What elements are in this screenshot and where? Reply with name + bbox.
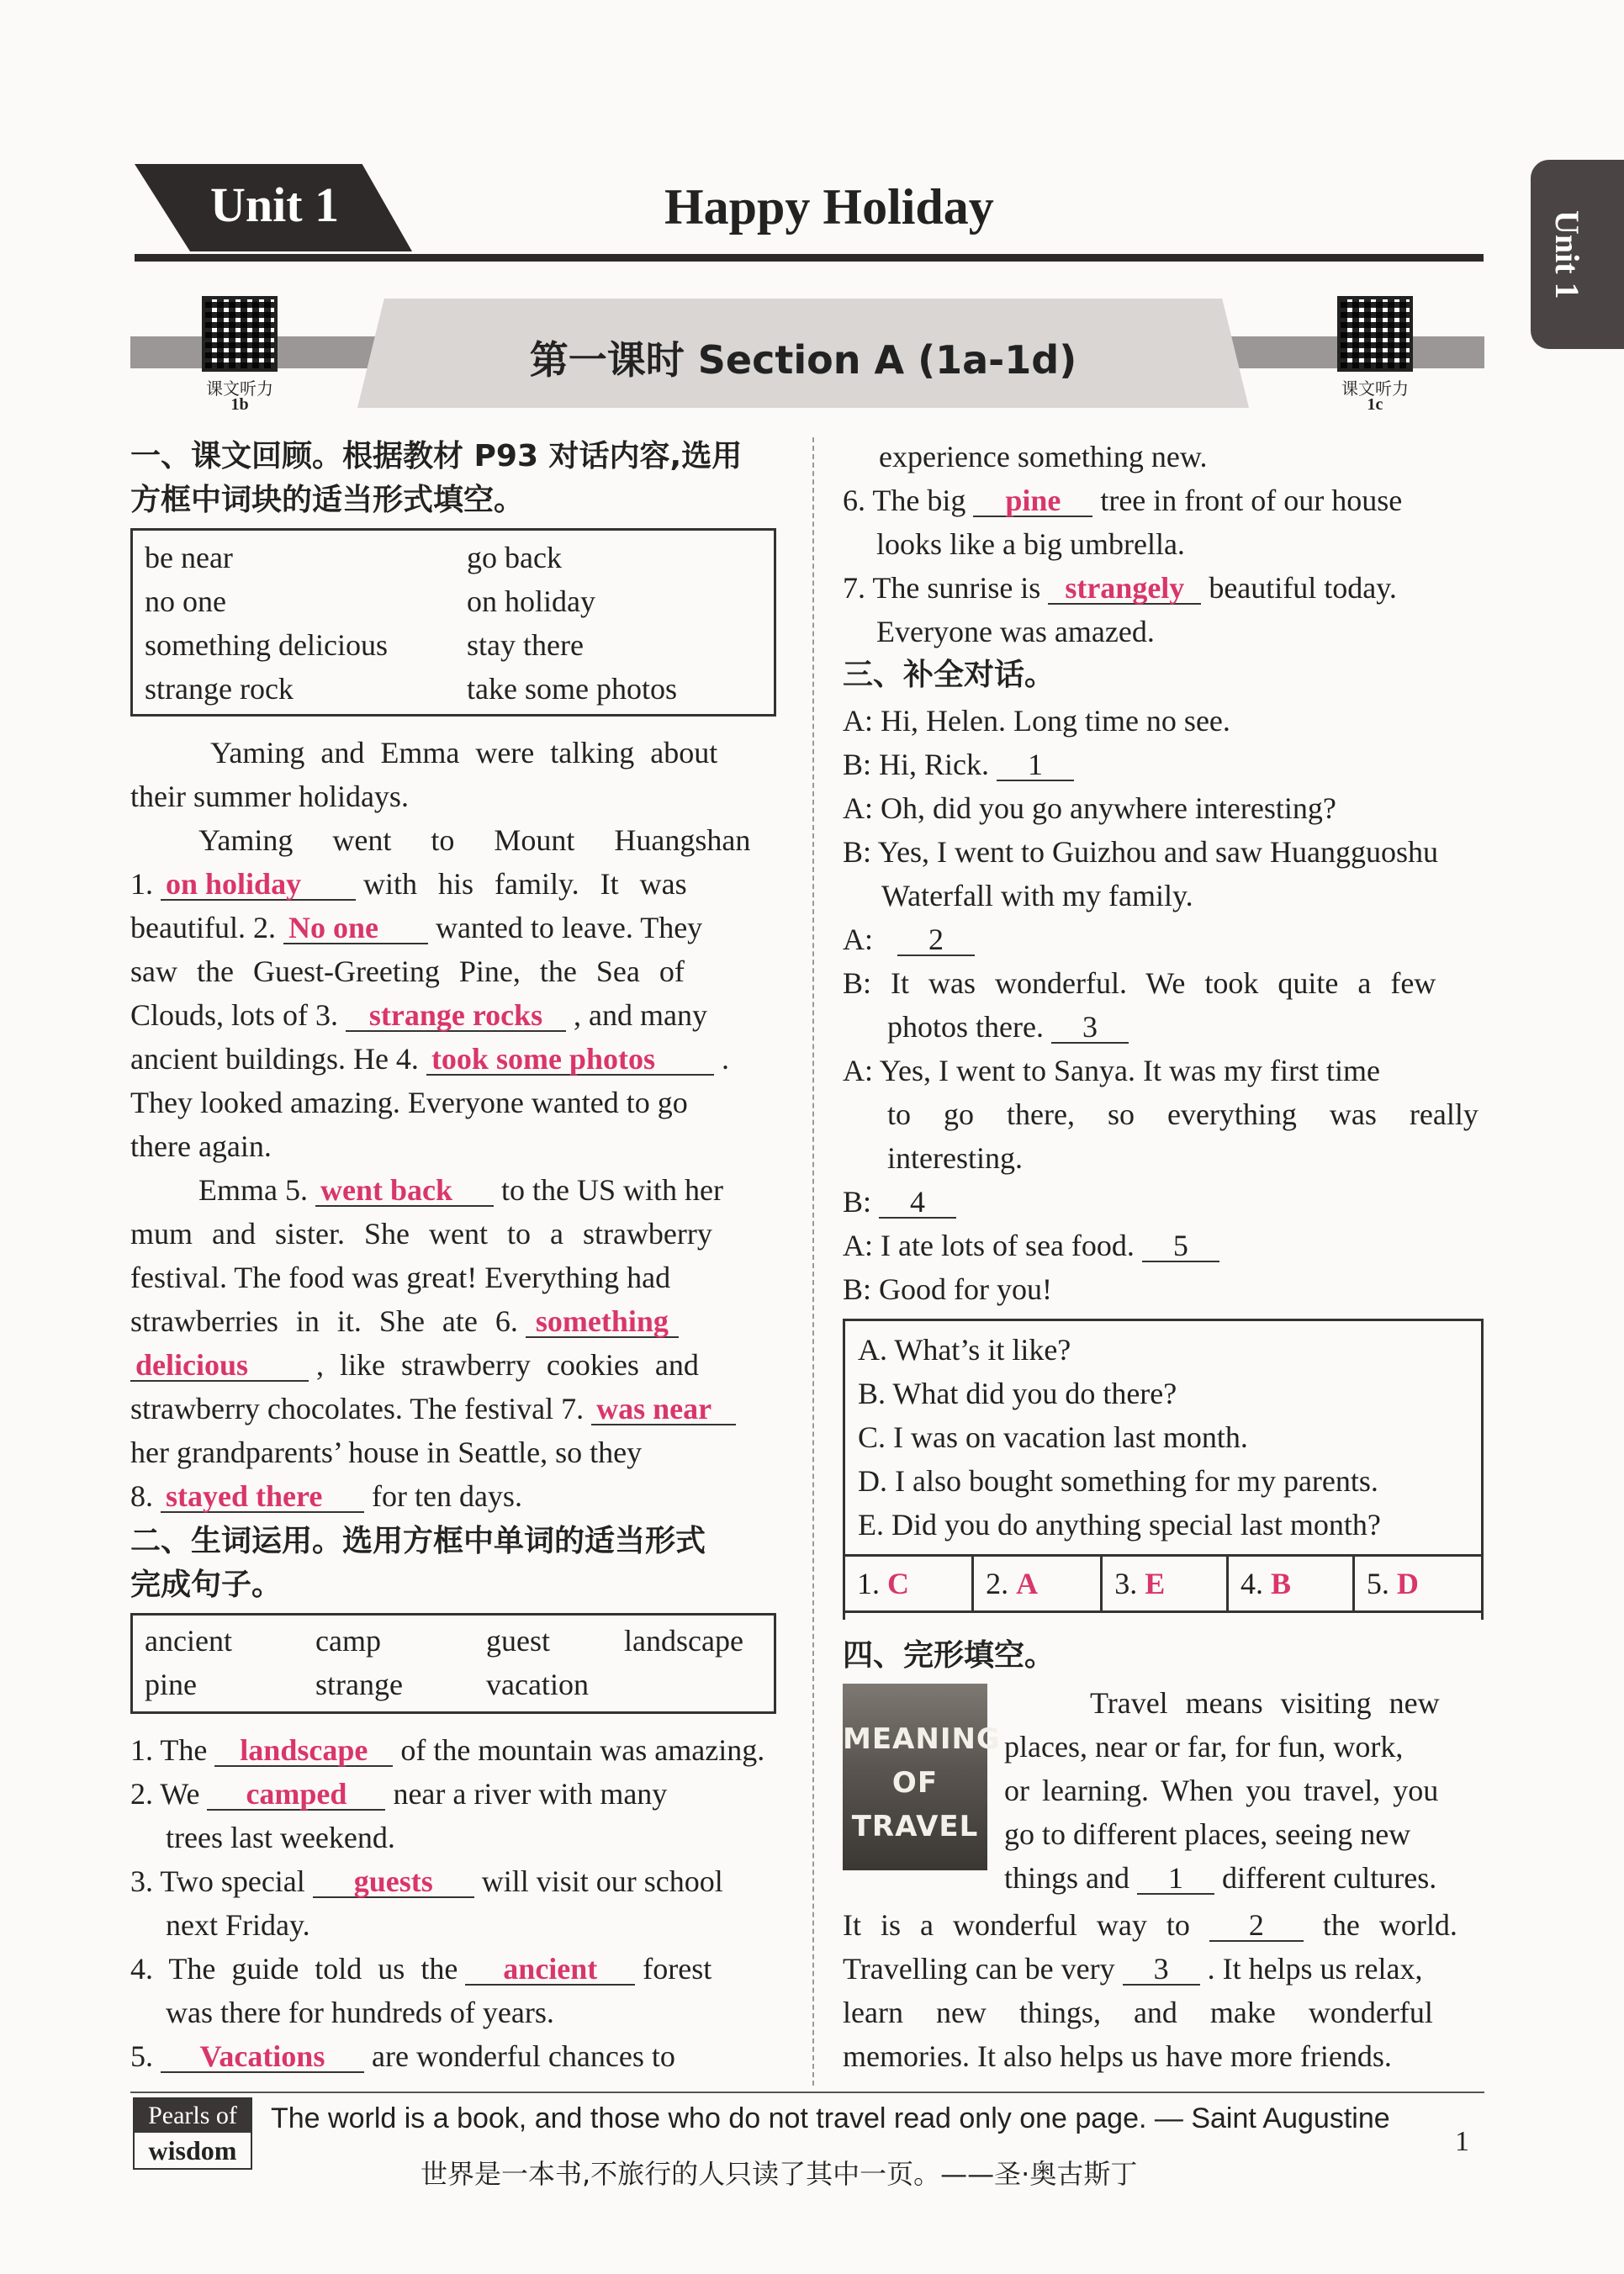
title-rule: [135, 254, 1484, 262]
sentence-text: will visit our school: [481, 1864, 723, 1898]
answer-blank[interactable]: delicious: [130, 1350, 309, 1382]
answer-blank[interactable]: Vacations: [161, 2041, 364, 2073]
dialogue-text: photos there.: [887, 1010, 1044, 1044]
answer-letter: D: [1396, 1567, 1419, 1600]
word-box-item: something delicious: [145, 628, 388, 662]
dialogue-text: A:: [843, 923, 873, 956]
sentence-text: 3. Two special: [130, 1864, 305, 1898]
cloze-text: the world.: [1322, 1908, 1457, 1942]
cloze-line: learn new things, and make wonderful: [843, 1996, 1433, 2029]
answer-num: 2.: [986, 1567, 1009, 1600]
answer-blank[interactable]: landscape: [214, 1735, 393, 1767]
answer-blank[interactable]: stayed there: [161, 1481, 364, 1513]
answer-cell: [844, 1556, 973, 1612]
section-title: 第一课时 Section A (1a-1d): [529, 337, 1077, 383]
part1-heading-cont: 方框中词块的适当形式填空。: [130, 483, 525, 517]
sentence-text: beautiful today.: [1209, 571, 1397, 605]
pearls-badge-bottom: wisdom: [148, 2135, 237, 2166]
answer-blank[interactable]: pine: [973, 485, 1092, 517]
passage-line: mum and sister. She went to a strawberry: [130, 1217, 712, 1251]
dialogue-blank[interactable]: 1: [997, 749, 1074, 781]
passage-line: [130, 1389, 736, 1428]
answer-blank[interactable]: ancient: [465, 1954, 635, 1986]
dialogue-line: B: Yes, I went to Guizhou and saw Huangguoshu: [843, 835, 1438, 869]
dialogue-blank[interactable]: 5: [1142, 1230, 1219, 1262]
qr-left-code: 1b: [230, 395, 249, 414]
option-item: E. Did you do anything special last month?: [858, 1508, 1381, 1542]
word-box-item: guest: [486, 1624, 550, 1658]
dialogue-line: interesting.: [887, 1141, 1023, 1175]
passage-line: [130, 1346, 699, 1384]
word-box-item: strange rock: [145, 672, 294, 706]
answer-blank[interactable]: strangely: [1048, 573, 1201, 605]
answer-cell: [973, 1556, 1102, 1612]
pearls-badge-top: Pearls of: [135, 2099, 251, 2133]
passage-line: there again.: [130, 1129, 272, 1163]
answer-blank[interactable]: on holiday: [161, 869, 356, 901]
passage-line: [130, 996, 707, 1034]
sentence-text: 2. We: [130, 1777, 200, 1811]
cloze-line: go to different places, seeing new: [1004, 1817, 1411, 1851]
qr-right-caption: 课文听力: [1341, 378, 1409, 399]
quote-english: The world is a book, and those who do not travel read only one page. — Saint Augustine: [271, 2102, 1390, 2134]
passage-text: strawberry chocolates. The festival 7.: [130, 1392, 585, 1425]
cloze-text: different cultures.: [1222, 1861, 1437, 1895]
cloze-blank[interactable]: 3: [1123, 1954, 1200, 1986]
answer-cell: [1228, 1556, 1354, 1612]
page-number: 1: [1455, 2126, 1469, 2157]
dialogue-line: Waterfall with my family.: [881, 879, 1193, 912]
answer-blank[interactable]: something: [526, 1306, 679, 1338]
sentence-4: [130, 1949, 711, 1988]
option-item: A. What’s it like?: [858, 1333, 1071, 1367]
dialogue-line: A: Yes, I went to Sanya. It was my first time: [843, 1054, 1380, 1087]
passage-line: Yaming went to Mount Huangshan: [198, 823, 751, 857]
unit-title: Happy Holiday: [664, 179, 994, 235]
cloze-line: [843, 1906, 1457, 1944]
passage-line: [130, 865, 687, 903]
answer-cell: [1102, 1556, 1228, 1612]
sentence-text: are wonderful chances to: [372, 2039, 675, 2073]
sentence-4-cont: was there for hundreds of years.: [166, 1996, 554, 2029]
passage-text: , like strawberry cookies and: [316, 1348, 699, 1382]
part3-heading: 三、补全对话。: [843, 658, 1055, 692]
dialogue-line: [843, 1182, 956, 1221]
dialogue-line: to go there, so everything was really: [887, 1097, 1479, 1131]
sentence-text: forest: [643, 1952, 712, 1986]
passage-line: [130, 1039, 729, 1078]
word-box-item: ancient: [145, 1624, 232, 1658]
cloze-text: things and: [1004, 1861, 1129, 1895]
passage-line: her grandparents’ house in Seattle, so they: [130, 1436, 643, 1469]
answer-blank[interactable]: took some photos: [426, 1044, 714, 1076]
dialogue-text: B: Hi, Rick.: [843, 748, 990, 781]
passage-text: ancient buildings. He 4.: [130, 1042, 419, 1076]
passage-line: saw the Guest-Greeting Pine, the Sea of: [130, 955, 685, 988]
sentence-text: 4. The guide told us the: [130, 1952, 458, 1986]
answer-cell: [1353, 1556, 1482, 1612]
answer-blank[interactable]: was near: [591, 1393, 736, 1425]
option-item: C. I was on vacation last month.: [858, 1420, 1248, 1454]
dialogue-line: B: It was wonderful. We took quite a few: [843, 966, 1436, 1000]
passage-text: .: [721, 1042, 729, 1076]
passage-line: Yaming and Emma were talking about: [210, 736, 718, 769]
answer-blank[interactable]: No one: [283, 912, 428, 944]
dialogue-line: [843, 1226, 1219, 1265]
passage-line: They looked amazing. Everyone wanted to go: [130, 1086, 688, 1119]
sentence-text: 1. The: [130, 1733, 208, 1767]
qr-left-caption: 课文听力: [206, 378, 273, 399]
passage-text: Emma 5.: [198, 1173, 308, 1207]
option-item: D. I also bought something for my parents.: [858, 1464, 1378, 1498]
book-title-line: TRAVEL: [851, 1810, 979, 1843]
cloze-line: Travel means visiting new: [1090, 1686, 1440, 1720]
passage-line: [130, 1302, 679, 1341]
part4-heading: 四、完形填空。: [843, 1638, 1055, 1673]
answer-num: 4.: [1240, 1567, 1264, 1600]
passage-text: , and many: [574, 998, 707, 1032]
qr-code-right-icon[interactable]: [1337, 296, 1413, 372]
option-item: B. What did you do there?: [858, 1377, 1177, 1410]
answer-blank[interactable]: went back: [315, 1175, 494, 1207]
qr-right-code: 1c: [1367, 395, 1383, 414]
sentence-5: [130, 2037, 675, 2076]
passage-text: strawberries in it. She ate 6.: [130, 1304, 518, 1338]
answer-num: 3.: [1114, 1567, 1138, 1600]
sentence-3-cont: next Friday.: [166, 1908, 310, 1942]
answer-letter: C: [887, 1567, 909, 1600]
answer-num: 1.: [857, 1567, 880, 1600]
dialogue-line: [887, 1007, 1129, 1046]
sentence-text: 6. The big: [843, 484, 966, 517]
word-box-item: take some photos: [467, 672, 677, 706]
sentence-2-cont: trees last weekend.: [166, 1821, 395, 1854]
word-box-item: stay there: [467, 628, 584, 662]
dialogue-line: A: Oh, did you go anywhere interesting?: [843, 791, 1336, 825]
dialogue-line: B: Good for you!: [843, 1272, 1052, 1306]
part2-heading-cont: 完成句子。: [130, 1568, 283, 1602]
word-box-item: on holiday: [467, 584, 595, 618]
passage-line: [198, 1171, 723, 1209]
answer-num: 5.: [1366, 1567, 1389, 1600]
word-box-item: landscape: [624, 1624, 743, 1658]
sentence-6: [843, 481, 1402, 520]
sentence-5-cont: experience something new.: [879, 440, 1208, 473]
answer-blank[interactable]: camped: [207, 1779, 385, 1811]
blank-number: 1.: [130, 867, 153, 901]
cloze-blank[interactable]: 1: [1137, 1863, 1214, 1895]
word-box-item: pine: [145, 1668, 197, 1701]
passage-text: beautiful. 2.: [130, 911, 276, 944]
cloze-line: [1004, 1859, 1436, 1897]
cloze-blank[interactable]: 2: [1209, 1910, 1304, 1942]
column-divider: [812, 437, 814, 2086]
passage-line: their summer holidays.: [130, 780, 409, 813]
sentence-7: [843, 568, 1397, 607]
sentence-text: near a river with many: [393, 1777, 668, 1811]
qr-code-left-icon[interactable]: [202, 296, 278, 372]
answer-table: [843, 1554, 1484, 1613]
cloze-text: . It helps us relax,: [1207, 1952, 1423, 1986]
answer-letter: A: [1016, 1567, 1039, 1600]
sentence-2: [130, 1774, 667, 1813]
footer-rule: [130, 2092, 1484, 2093]
sentence-7-cont: Everyone was amazed.: [876, 615, 1155, 648]
dialogue-blank[interactable]: 3: [1051, 1012, 1129, 1044]
passage-text: for ten days.: [372, 1479, 522, 1513]
book-cover-image: [843, 1684, 1001, 1870]
dialogue-blank[interactable]: 4: [879, 1187, 956, 1219]
passage-line: [130, 908, 702, 947]
cloze-line: places, near or far, for fun, work,: [1004, 1730, 1404, 1764]
answer-blank[interactable]: guests: [313, 1866, 474, 1898]
sentence-text: of the mountain was amazing.: [400, 1733, 765, 1767]
blank-number: 8.: [130, 1479, 153, 1513]
word-box-item: no one: [145, 584, 226, 618]
dialogue-line: A: Hi, Helen. Long time no see.: [843, 704, 1230, 738]
passage-text: with his family. It was: [363, 867, 687, 901]
sentence-text: 5.: [130, 2039, 153, 2073]
sentence-text: 7. The sunrise is: [843, 571, 1041, 605]
word-box-item: camp: [315, 1624, 381, 1658]
cloze-text: It is a wonderful way to: [843, 1908, 1190, 1942]
unit-label: Unit 1: [210, 177, 340, 232]
passage-line: [130, 1477, 522, 1515]
dialogue-line: [843, 920, 975, 959]
sentence-text: tree in front of our house: [1100, 484, 1403, 517]
quote-chinese: 世界是一本书,不旅行的人只读了其中一页。——圣·奥古斯丁: [421, 2158, 1138, 2190]
book-title-line: OF: [891, 1766, 939, 1800]
book-title-line: MEANING: [843, 1722, 1001, 1756]
sentence-6-cont: looks like a big umbrella.: [876, 527, 1185, 561]
cloze-line: or learning. When you travel, you: [1004, 1774, 1439, 1807]
answer-blank[interactable]: strange rocks: [346, 1000, 566, 1032]
cloze-line: [843, 1949, 1423, 1988]
passage-text: wanted to leave. They: [435, 911, 703, 944]
passage-line: festival. The food was great! Everything had: [130, 1261, 671, 1294]
answer-letter: B: [1271, 1567, 1292, 1600]
cloze-line: memories. It also helps us have more friends.: [843, 2039, 1392, 2073]
passage-text: Clouds, lots of 3.: [130, 998, 339, 1032]
passage-text: to the US with her: [500, 1173, 723, 1207]
part1-heading: 一、课文回顾。根据教材 P93 对话内容,选用: [130, 439, 743, 473]
dialogue-text: B:: [843, 1185, 872, 1219]
answer-letter: E: [1145, 1567, 1166, 1600]
word-box-item: strange: [315, 1668, 403, 1701]
dialogue-blank[interactable]: 2: [897, 924, 975, 956]
sentence-1: [130, 1731, 764, 1769]
dialogue-text: A: I ate lots of sea food.: [843, 1229, 1135, 1262]
word-box-item: be near: [145, 541, 233, 574]
word-box-item: go back: [467, 541, 562, 574]
side-tab-label: Unit 1: [1548, 210, 1586, 299]
part2-heading: 二、生词运用。选用方框中单词的适当形式: [130, 1524, 706, 1558]
word-box-item: vacation: [486, 1668, 589, 1701]
dialogue-line: [843, 745, 1074, 784]
sentence-3: [130, 1862, 723, 1901]
cloze-text: Travelling can be very: [843, 1952, 1115, 1986]
